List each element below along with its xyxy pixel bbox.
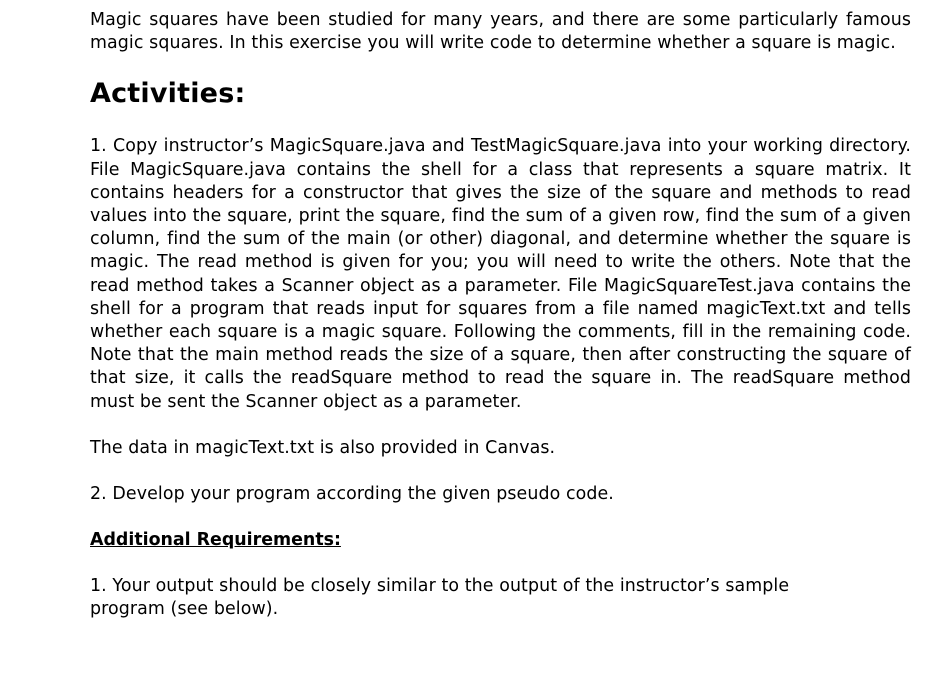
intro-paragraph: Magic squares have been studied for many years, and there are some particularly famous magic squares. In this exercise you will write code to determine whether a square is magic.: [90, 10, 911, 54]
data-note-paragraph: The data in magicText.txt is also provided in Canvas.: [90, 437, 556, 458]
activities-heading: Activities:: [90, 78, 246, 110]
assignment-document: [90, 9, 911, 622]
spacer: [90, 110, 911, 135]
spacer: [90, 414, 911, 437]
spacer: [90, 506, 911, 529]
additional-requirements-heading: Additional Requirements:: [90, 530, 341, 551]
activity-2-paragraph: 2. Develop your program according the given pseudo code.: [90, 484, 614, 505]
spacer: [90, 460, 911, 483]
spacer: [90, 552, 911, 575]
requirement-1-paragraph: 1. Your output should be closely similar to the output of the instructor’s sample program (see below).: [90, 576, 790, 620]
activity-1-paragraph: 1. Copy instructor’s MagicSquare.java and TestMagicSquare.java into your working directory. File MagicSquare.java contains the shell for a class that represents a square matrix. It contains headers for a constructor that gives the size of the square and methods to read values into the square, print the square, find the sum of a given row, find the sum of a given column, find the sum of the main (or other) diagonal, and determine whether the square is magic. The read method is given for you; you will need to write the others. Note that the read method takes a Scanner object as a parameter. File MagicSquareTest.java contains the shell for a program that reads input for squares from a file named magicText.txt and tells whether each square is a magic square. Following the comments, fill in the remaining code. Note that the main method reads the size of a square, then after constructing the square of that size, it calls the readSquare method to read the square in. The readSquare method must be sent the Scanner object as a parameter.: [90, 136, 911, 412]
